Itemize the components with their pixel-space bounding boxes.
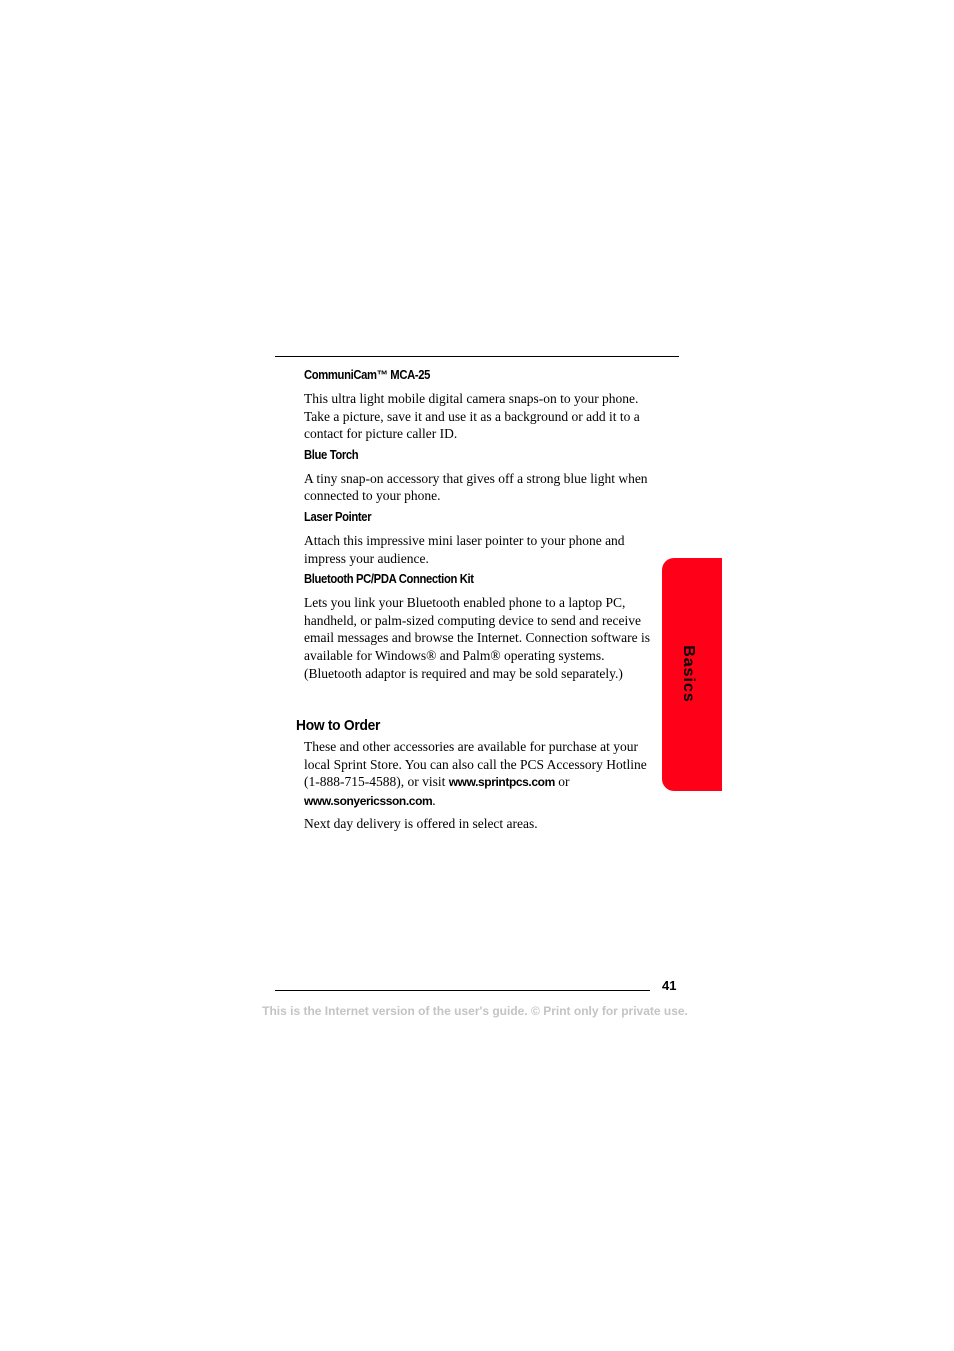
footer-note: This is the Internet version of the user's guide. © Print only for private use. [262,1004,688,1018]
how-to-order-heading: How to Order [296,717,381,734]
section-laser-pointer [304,508,660,567]
delivery-note: Next day delivery is offered in select areas. [304,816,538,832]
bluetooth-kit-heading: Bluetooth PC/PDA Connection Kit [304,572,474,587]
section-bluetooth-kit [304,570,660,682]
how-to-order-content [304,738,660,833]
or-text: or [554,774,570,790]
section-communicam [304,366,660,443]
top-rule [275,356,679,357]
period-text: . [432,792,436,808]
laser-pointer-heading: Laser Pointer [304,509,372,524]
laser-pointer-description: Attach this impressive mini laser pointer to your phone and impress your audience. [304,532,625,566]
sprintpcs-link[interactable]: www.sprintpcs.com [448,775,555,790]
accessories-list [304,366,660,682]
how-to-order-paragraph [304,738,660,810]
blue-torch-description: A tiny snap-on accessory that gives off a strong blue light when connected to your phone. [304,470,648,504]
bluetooth-kit-description: Lets you link your Bluetooth enabled phone to a laptop PC, handheld, or palm-sized computing device to send and receive email messages and browse the Internet. Connection software is available for Windows® and Palm® operating systems. (Bluetooth adaptor is required and may be sold separately.) [304,595,651,681]
page-number: 41 [662,978,677,993]
blue-torch-heading: Blue Torch [304,447,359,462]
bottom-rule [275,990,650,991]
order-text: These and other accessories are available for purchase at your local Sprint Store. You can also call the PCS Accessory Hotline (1-888-715-4588), or visit [304,739,647,790]
section-blue-torch [304,446,660,505]
communicam-heading: CommuniCam™ MCA-25 [304,368,431,382]
section-tab-label: Basics [680,645,697,703]
sonyericsson-link[interactable]: www.sonyericsson.com [304,793,433,808]
communicam-description: This ultra light mobile digital camera snaps-on to your phone. Take a picture, save it and use it as a background or add it to a contact for picture caller ID. [304,391,640,442]
